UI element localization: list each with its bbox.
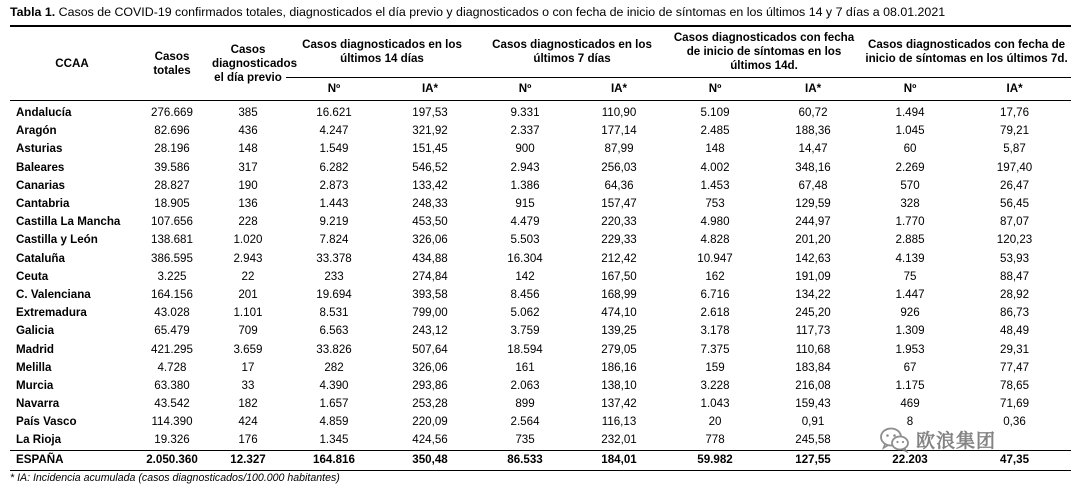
caption-text: Casos de COVID-19 confirmados totales, diagnosticados el día previo y diagnosticados o con fecha de inicio de síntomas en los últimos 14 y 7 días a 08.01.2021 [55,5,946,19]
cell-diag14-ia: 321,92 [412,124,448,138]
cell-region-name: Cataluña [16,251,65,265]
cell-sint7-ia: 0,36 [1003,415,1026,429]
header-diag-14d: Casos diagnosticados en los últimos 14 días [286,26,478,78]
cell-sint14-ia: 159,43 [795,397,831,411]
table-row [10,140,1071,158]
cell-diag14-ia: 799,00 [412,306,448,320]
header-casos-totales: Casos totales [134,26,210,101]
cell-sint14-n: 4.002 [700,160,730,174]
cell-sint14-ia: 245,58 [795,433,831,447]
cell-casos-totales: 3.225 [157,269,187,283]
cell-sint7-n: 1.175 [895,378,925,392]
total-diag7-ia: 184,01 [572,450,666,470]
cell-diag14-n: 282 [324,360,344,374]
cell-sint7-n: 1.309 [895,324,925,338]
cell-sint14-ia: 117,73 [795,324,831,338]
table-row [10,250,1071,268]
header-diag-7d: Casos diagnosticados en los últimos 7 días [478,26,666,78]
cell-casos-totales: 82.696 [154,124,190,138]
cell-sint14-n: 1.453 [700,178,730,192]
cell-diag7-n: 3.759 [510,324,540,338]
cell-diag7-ia: 87,99 [604,142,634,156]
cell-diag14-ia: 453,50 [412,215,448,229]
header-ccaa: CCAA [10,26,134,101]
cell-sint7-n: 2.885 [895,233,925,247]
cell-region-name: Murcia [16,378,54,392]
cell-sint14-n: 7.375 [700,342,730,356]
cell-casos-totales: 4.728 [157,360,187,374]
cell-sint7-n: 926 [900,306,920,320]
cell-sint14-n: 3.228 [700,378,730,392]
cell-sint14-ia: 60,72 [798,106,828,120]
cell-sint7-n: 469 [900,397,920,411]
cell-sint7-ia: 71,69 [1000,397,1030,411]
cell-sint14-ia: 14,47 [798,142,828,156]
cell-sint14-n: 10.947 [697,251,733,265]
cell-sint7-ia: 77,47 [1000,360,1030,374]
cell-sint14-ia: 142,63 [795,251,831,265]
cell-diag14-ia: 424,56 [412,433,448,447]
cell-region-name: Andalucía [16,106,72,120]
cell-sint14-ia: 188,36 [795,124,831,138]
cell-casos-totales: 276.669 [151,106,193,120]
cell-diag7-n: 900 [515,142,535,156]
table-row [10,322,1071,340]
cell-diag7-ia: 157,47 [601,197,637,211]
cell-sint7-ia: 53,93 [1000,251,1030,265]
subheader-n: Nº [862,78,958,101]
cell-region-name: Aragón [16,124,57,138]
cell-diag7-n: 899 [515,397,535,411]
caption-label: Tabla 1. [10,5,56,19]
cell-region-name: Extremadura [16,306,87,320]
cell-sint7-ia: 29,31 [1000,342,1030,356]
subheader-ia: IA* [958,78,1071,101]
cell-diag14-n: 19.694 [316,287,352,301]
cell-region-name: Melilla [16,360,52,374]
cell-diag14-n: 233 [324,269,344,283]
total-row [10,450,1071,470]
cell-dia-previo: 3.659 [233,342,263,356]
cell-sint7-n: 1.770 [895,215,925,229]
cell-diag14-ia: 133,42 [412,178,448,192]
cell-diag14-ia: 434,88 [412,251,448,265]
subheader-n: Nº [286,78,382,101]
cell-diag14-n: 1.549 [319,142,349,156]
cell-diag14-ia: 507,64 [412,342,448,356]
cell-sint14-n: 20 [708,415,722,429]
cell-diag14-ia: 248,33 [412,197,448,211]
cell-sint7-ia: 5,87 [1003,142,1026,156]
cell-diag7-ia: 232,01 [601,433,637,447]
cell-sint7-n: 1.494 [895,106,925,120]
cell-dia-previo: 17 [241,360,255,374]
cell-diag14-n: 6.282 [319,160,349,174]
footnote: * IA: Incidencia acumulada (casos diagnosticados/100.000 habitantes) [10,472,340,484]
cell-sint7-ia: 28,92 [1000,287,1030,301]
cell-diag7-n: 16.304 [507,251,543,265]
table-row [10,231,1071,249]
cell-dia-previo: 33 [241,378,255,392]
cell-dia-previo: 136 [238,197,258,211]
cell-dia-previo: 424 [238,415,258,429]
cell-casos-totales: 28.196 [154,142,190,156]
cell-dia-previo: 2.943 [233,251,263,265]
cell-sint14-ia: 0,91 [801,415,825,429]
cell-region-name: Castilla y León [16,233,98,247]
cell-diag14-n: 9.219 [319,215,349,229]
cell-diag7-n: 1.386 [510,178,540,192]
cell-sint7-ia: 56,45 [1000,197,1030,211]
cell-diag7-n: 735 [515,433,535,447]
cell-sint7-ia: 87,07 [1000,215,1030,229]
cell-casos-totales: 18.905 [154,197,190,211]
subheader-ia: IA* [382,78,478,101]
cell-diag14-n: 4.247 [319,124,349,138]
cell-diag14-ia: 197,53 [412,106,448,120]
cell-casos-totales: 138.681 [151,233,193,247]
cell-diag7-ia: 229,33 [601,233,637,247]
cell-sint14-n: 4.980 [700,215,730,229]
cell-diag14-ia: 274,84 [412,269,448,283]
cell-diag14-n: 2.873 [319,178,349,192]
cell-diag7-n: 4.479 [510,215,540,229]
cell-diag7-ia: 167,50 [601,269,637,283]
cell-casos-totales: 39.586 [154,160,190,174]
cell-diag7-n: 142 [515,269,535,283]
cell-region-name: Navarra [16,397,60,411]
cell-diag14-ia: 326,06 [412,233,448,247]
table-row [10,286,1071,304]
cell-casos-totales: 107.656 [151,215,193,229]
cell-dia-previo: 385 [238,106,258,120]
cell-casos-totales: 43.542 [154,397,190,411]
watermark [880,426,996,453]
cell-sint14-ia: 110,68 [795,342,831,356]
cell-diag7-n: 915 [515,197,535,211]
cell-sint14-n: 3.178 [700,324,730,338]
cell-sint14-n: 778 [705,433,725,447]
cell-region-name: Canarias [16,178,65,192]
table-row [10,268,1071,286]
cell-sint7-n: 570 [900,178,920,192]
table-row [10,340,1071,358]
cell-region-name: Madrid [16,342,55,356]
table-row [10,395,1071,413]
cell-region-name: C. Valenciana [16,287,91,301]
cell-diag7-ia: 139,25 [601,324,637,338]
total-sint14-ia: 127,55 [764,450,862,470]
cell-diag14-n: 1.345 [319,433,349,447]
cell-sint14-ia: 191,09 [795,269,831,283]
watermark-text: 欧浪集团 [916,431,997,452]
subheader-n: Nº [666,78,764,101]
table-row [10,101,1071,123]
cell-region-name: Castilla La Mancha [16,215,121,229]
cell-diag7-n: 8.456 [510,287,540,301]
cell-sint14-ia: 245,20 [795,306,831,320]
cell-sint7-n: 328 [900,197,920,211]
cell-diag14-ia: 293,86 [412,378,448,392]
cell-diag7-n: 5.062 [510,306,540,320]
cell-sint14-ia: 348,16 [795,160,831,174]
cell-diag7-ia: 64,36 [604,178,634,192]
cell-sint7-n: 8 [906,415,914,429]
cell-diag14-n: 6.563 [319,324,349,338]
total-diag14-n: 164.816 [286,450,382,470]
cell-dia-previo: 22 [241,269,255,283]
cell-sint14-ia: 201,20 [795,233,831,247]
cell-sint14-n: 2.485 [700,124,730,138]
cell-sint14-ia: 183,84 [795,360,831,374]
cell-region-name: Galicia [16,324,55,338]
covid-cases-table [10,25,1071,471]
table-row [10,213,1071,231]
wechat-icon [880,427,910,453]
table-caption [10,5,945,19]
cell-diag7-n: 5.503 [510,233,540,247]
cell-region-name: Ceuta [16,269,49,283]
total-diag14-ia: 350,48 [382,450,478,470]
cell-sint7-n: 75 [903,269,917,283]
cell-diag7-n: 2.564 [510,415,540,429]
cell-region-name: Cantabria [16,197,70,211]
cell-dia-previo: 148 [238,142,258,156]
cell-diag14-n: 1.657 [319,397,349,411]
cell-dia-previo: 709 [238,324,258,338]
cell-sint14-n: 6.716 [700,287,730,301]
cell-sint7-ia: 86,73 [1000,306,1030,320]
cell-diag14-n: 7.824 [319,233,349,247]
cell-diag7-ia: 168,99 [601,287,637,301]
total-sint7-ia: 47,35 [958,450,1071,470]
cell-diag14-n: 33.378 [316,251,352,265]
cell-sint14-n: 5.109 [700,106,730,120]
cell-sint14-ia: 244,97 [795,215,831,229]
cell-diag7-ia: 279,05 [601,342,637,356]
cell-diag7-ia: 212,42 [601,251,637,265]
cell-sint7-ia: 26,47 [1000,178,1030,192]
cell-sint7-n: 67 [903,360,917,374]
cell-diag14-n: 33.826 [316,342,352,356]
cell-sint14-ia: 216,08 [795,378,831,392]
cell-casos-totales: 43.028 [154,306,190,320]
subheader-ia: IA* [572,78,666,101]
cell-diag7-ia: 256,03 [601,160,637,174]
cell-diag7-ia: 110,90 [601,106,637,120]
cell-sint7-ia: 120,23 [996,233,1033,247]
cell-sint7-n: 4.139 [895,251,925,265]
header-dia-previo: Casos diagnosticados el día previo [210,26,286,101]
cell-dia-previo: 201 [238,287,258,301]
cell-casos-totales: 65.479 [154,324,190,338]
total-casos-totales: 2.050.360 [134,450,210,470]
cell-sint7-ia: 17,76 [1000,106,1030,120]
cell-diag14-n: 16.621 [316,106,352,120]
total-sint14-n: 59.982 [666,450,764,470]
total-name: ESPAÑA [10,450,134,470]
cell-dia-previo: 190 [238,178,258,192]
cell-sint7-ia: 88,47 [1000,269,1030,283]
cell-diag14-n: 8.531 [319,306,349,320]
cell-sint7-n: 1.953 [895,342,925,356]
subheader-n: Nº [478,78,572,101]
table-row [10,377,1071,395]
cell-diag14-ia: 151,45 [412,142,448,156]
cell-diag14-ia: 326,06 [412,360,448,374]
table-row [10,304,1071,322]
cell-dia-previo: 317 [238,160,258,174]
cell-dia-previo: 1.101 [233,306,263,320]
cell-sint14-n: 753 [705,197,725,211]
total-sint7-n: 22.203 [862,450,958,470]
cell-diag7-ia: 220,33 [601,215,637,229]
cell-region-name: Asturias [16,142,63,156]
subheader-ia: IA* [764,78,862,101]
cell-sint7-n: 1.447 [895,287,925,301]
header-sintomas-7d: Casos diagnosticados con fecha de inicio de síntomas en los últimos 7d. [862,26,1071,78]
cell-diag14-n: 4.859 [319,415,349,429]
cell-sint7-ia: 78,65 [1000,378,1030,392]
cell-sint14-ia: 129,59 [795,197,831,211]
cell-diag7-ia: 116,13 [601,415,637,429]
cell-diag7-n: 161 [515,360,535,374]
cell-sint7-n: 2.269 [895,160,925,174]
cell-sint14-n: 1.043 [700,397,730,411]
cell-dia-previo: 176 [238,433,258,447]
cell-sint7-ia: 48,49 [1000,324,1030,338]
cell-sint7-ia: 197,40 [996,160,1033,174]
cell-diag7-n: 2.337 [510,124,540,138]
table-row [10,177,1071,195]
cell-region-name: Baleares [16,160,65,174]
cell-diag7-n: 9.331 [510,106,540,120]
cell-diag14-n: 4.390 [319,378,349,392]
cell-sint14-n: 2.618 [700,306,730,320]
cell-diag7-ia: 137,42 [601,397,637,411]
cell-sint7-n: 1.045 [895,124,925,138]
cell-dia-previo: 436 [238,124,258,138]
table-row [10,122,1071,140]
cell-dia-previo: 182 [238,397,258,411]
cell-diag14-ia: 220,09 [412,415,448,429]
cell-diag14-n: 1.443 [319,197,349,211]
cell-diag7-n: 2.063 [510,378,540,392]
cell-casos-totales: 63.380 [154,378,190,392]
cell-diag7-ia: 186,16 [601,360,637,374]
cell-sint14-n: 159 [705,360,725,374]
cell-sint7-n: 60 [903,142,917,156]
cell-sint14-n: 162 [705,269,725,283]
cell-diag7-n: 18.594 [507,342,543,356]
cell-region-name: La Rioja [16,433,62,447]
total-diag7-n: 86.533 [478,450,572,470]
table-row [10,359,1071,377]
cell-casos-totales: 19.326 [154,433,190,447]
cell-diag7-ia: 138,10 [601,378,637,392]
cell-sint7-ia: 79,21 [1000,124,1030,138]
table-body [10,101,1071,451]
cell-sint14-n: 4.828 [700,233,730,247]
cell-casos-totales: 164.156 [151,287,193,301]
cell-diag14-ia: 546,52 [412,160,448,174]
header-sintomas-14d: Casos diagnosticados con fecha de inicio de síntomas en los últimos 14d. [666,26,862,78]
cell-sint14-ia: 67,48 [798,178,828,192]
cell-casos-totales: 28.827 [154,178,190,192]
cell-casos-totales: 386.595 [151,251,193,265]
cell-casos-totales: 114.390 [151,415,193,429]
cell-diag7-n: 2.943 [510,160,540,174]
cell-dia-previo: 228 [238,215,258,229]
cell-region-name: País Vasco [16,415,77,429]
cell-dia-previo: 1.020 [233,233,263,247]
table-row [10,159,1071,177]
cell-diag14-ia: 253,28 [412,397,448,411]
cell-diag7-ia: 177,14 [601,124,637,138]
cell-diag14-ia: 393,58 [412,287,448,301]
cell-sint14-ia: 134,22 [795,287,831,301]
cell-diag14-ia: 243,12 [412,324,448,338]
cell-casos-totales: 421.295 [151,342,193,356]
cell-diag7-ia: 474,10 [601,306,637,320]
table-row [10,195,1071,213]
total-dia-previo: 12.327 [210,450,286,470]
cell-sint14-n: 148 [705,142,725,156]
